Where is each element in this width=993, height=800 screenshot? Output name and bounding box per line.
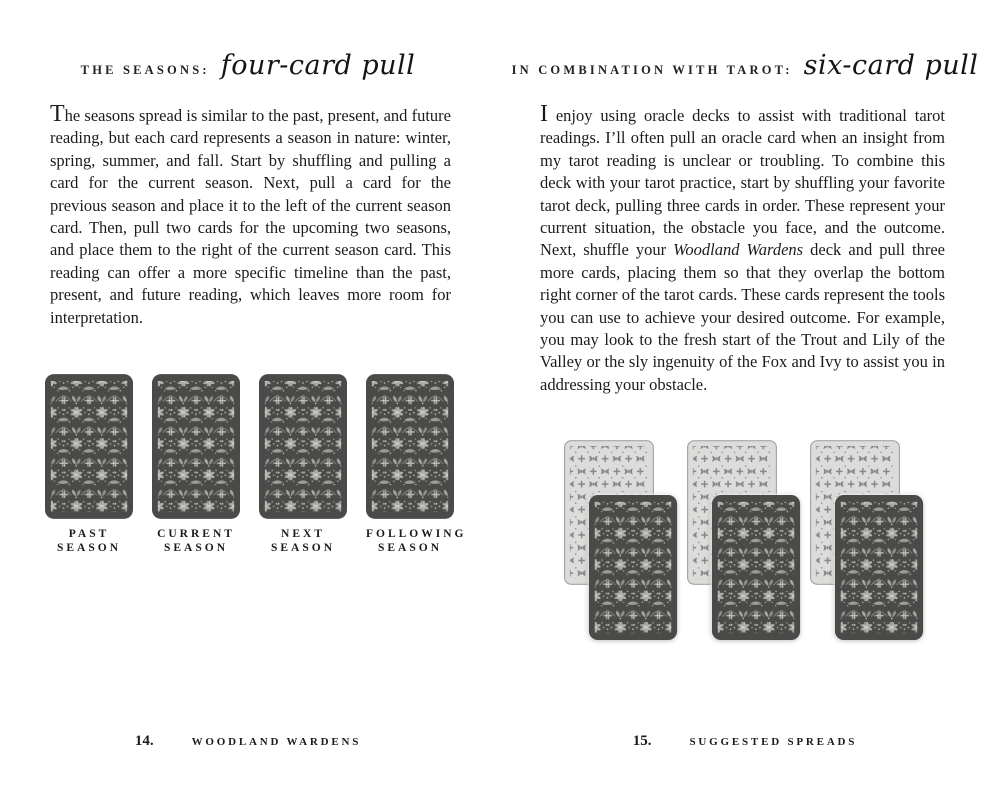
oracle-card-back	[833, 495, 925, 640]
card-pair	[687, 440, 802, 640]
oracle-card-back	[259, 373, 347, 520]
raised-initial: I	[540, 101, 548, 127]
page-number: 14.	[134, 733, 154, 749]
footer-running-title: WOODLAND WARDENS	[191, 736, 362, 748]
card-label-line: FOLLOWING	[366, 528, 467, 540]
card-label-current-season	[152, 527, 240, 555]
card-label-line: SEASON	[56, 542, 122, 554]
oracle-card-back	[45, 373, 133, 520]
body-paragraph	[540, 102, 945, 396]
card-label-past-season	[45, 527, 133, 555]
card-labels	[45, 527, 467, 555]
body-paragraph	[50, 102, 451, 329]
paragraph-text: enjoy using oracle decks to assist with traditional tarot readings. I’ll often pull an oracle card when an insight from my tarot reading is unclear or troubling. To combine this deck with your tarot practice, start by shuffling your favorite tarot deck, pulling three cards in order. These represent your current situation, the obstacle you face, and the outcome. Next, shuffle your	[540, 106, 945, 260]
oracle-card-back	[152, 373, 240, 520]
page-right-header	[497, 50, 993, 81]
section-kicker: THE SEASONS:	[80, 63, 210, 77]
card-pair	[810, 440, 925, 640]
footer-running-title: SUGGESTED SPREADS	[689, 736, 858, 748]
page-left-footer	[0, 733, 496, 750]
page-number: 15.	[632, 733, 652, 749]
card-label-next-season	[259, 527, 347, 555]
card-label-line: CURRENT	[157, 528, 235, 540]
card-label-line: SEASON	[163, 542, 229, 554]
six-card-spread	[564, 440, 925, 640]
paragraph-text: deck and pull three more cards, placing them so that they overlap the bottom right corner of the tarot cards. These cards represent the tools you can use to achieve your desired outcome. For example, you may look to the fresh start of the Trout and Lily of the Valley or the sly ingenuity of the Fox and Ivy to assist you in addressing your obstacle.	[540, 240, 945, 394]
card-pair	[564, 440, 679, 640]
card-label-following-season	[366, 527, 467, 555]
page-left	[0, 0, 496, 800]
section-title: six-card pull	[803, 50, 979, 81]
deck-name-italic: Woodland Wardens	[673, 240, 804, 260]
four-card-spread	[45, 373, 454, 520]
oracle-card-back	[710, 495, 802, 640]
page-right	[497, 0, 993, 800]
card-label-line: PAST	[68, 528, 110, 540]
paragraph-text: he seasons spread is similar to the past, present, and future reading, but each card represents a season in nature: winter, spring, summer, and fall. Start by shuffling and pulling a card for the current season. Next, pull a card for the previous season and place it to the left of the current season card. Then, pull two cards for the upcoming two seasons, and place them to the right of the current season card. This reading can offer a more specific timeline than the past, present, and future reading, which leaves more room for interpretation.	[50, 106, 451, 327]
page-left-header	[0, 50, 496, 81]
oracle-card-back	[366, 373, 454, 520]
oracle-card-back	[587, 495, 679, 640]
page-right-footer	[497, 733, 993, 750]
card-label-line: SEASON	[270, 542, 336, 554]
section-kicker: IN COMBINATION WITH TAROT:	[511, 63, 793, 77]
card-label-line: NEXT	[281, 528, 325, 540]
section-title: four-card pull	[220, 50, 416, 81]
card-label-line: SEASON	[377, 542, 443, 554]
raised-initial: T	[50, 101, 65, 127]
